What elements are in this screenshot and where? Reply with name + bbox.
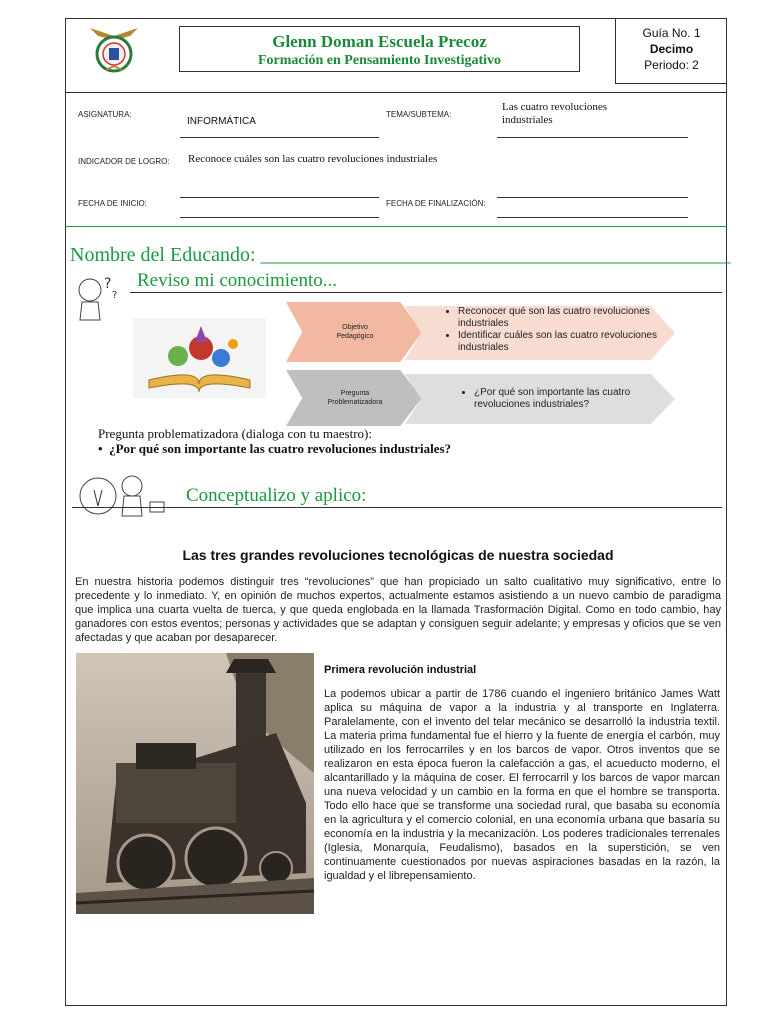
dialog-intro: Pregunta problematizadora (dialoga con tu maestro): bbox=[98, 426, 372, 441]
section1-underline bbox=[130, 292, 722, 293]
dialog-question-text: ¿Por qué son importante las cuatro revoluciones industriales? bbox=[109, 441, 452, 456]
svg-text:?: ? bbox=[112, 290, 118, 301]
end-date-label: FECHA DE FINALIZACIÓN: bbox=[386, 199, 486, 208]
end-underline-top bbox=[497, 197, 688, 198]
end-date-field[interactable] bbox=[497, 217, 688, 218]
student-name-blank: _______________________________________________ bbox=[260, 244, 731, 266]
info-divider bbox=[65, 226, 727, 227]
topic-underline bbox=[497, 137, 688, 138]
article-intro: En nuestra historia podemos distinguir tres “revoluciones” que han propiciado un salto cualitativo muy significativo, entre lo precedente y lo inmediato. Y, en opinión de muchos expertos, actualmente estamos asistiendo a un nuevo cambio de paradigma que implica una cuarta vuelta de tuerca, y que queda englobada en la llamada Trasformación Digital. Como en todo cambio, hay ganadores con estos eventos; personas y actividades que se adaptan y consiguen seguir adelante; y empresas y oficios que se ven afectadas y que acaban por desaparecer. bbox=[75, 576, 721, 644]
start-date-field[interactable] bbox=[180, 217, 379, 218]
start-underline-top bbox=[180, 197, 379, 198]
topic-label: TEMA/SUBTEMA: bbox=[386, 110, 452, 119]
bullet-icon: • bbox=[98, 441, 110, 456]
school-name: Glenn Doman Escuela Precoz bbox=[272, 32, 487, 51]
header-title-box bbox=[179, 26, 580, 72]
school-logo-icon bbox=[86, 22, 142, 74]
article-body: La podemos ubicar a partir de 1786 cuando el ingeniero británico James Watt aplica su máquina de vapor a la industria y al transporte en Inglaterra. Paralelamente, con el invento del telar mecánico se desarrolló la industria textil. La materia prima fundamental fue el hierro y la fuente de energía el carbón, muy utilizado en los ferrocarriles y en los barcos de vapor. Otros inventos que se realizaron en esta época fueron la calefacción a gas, el acueducto moderno, el alcantarillado y la máquina de coser. El ferrocarril y los barcos de vapor marcan una nueva velocidad y un cambio en la forma en que el hombre se transporta. Todo ello hace que se transforme una sociedad rural, que basaba su economía en la agricultura y el comercio colonial, en una economía urbana que basaría su economía en la industria y la mecanización. Los poderes tradicionales terrenales (Iglesia, Monarquía, Feudalismo), basados en la superstición, se ven continuamente cuestionados por nuevas aspiraciones basadas en la razón, la igualdad y el librepensamiento. bbox=[324, 688, 720, 882]
objective-label-line2: Pedagógico bbox=[336, 333, 374, 340]
thinking-child-icon bbox=[70, 272, 128, 324]
topic-value-line1: Las cuatro revoluciones bbox=[502, 101, 608, 113]
question-label-line2: Problematizadora bbox=[327, 399, 383, 406]
student-name-label: Nombre del Educando: bbox=[70, 244, 261, 266]
program-name: Formación en Pensamiento Investigativo bbox=[257, 53, 502, 68]
section2-title: Conceptualizo y aplico: bbox=[186, 485, 367, 506]
guide-info-box bbox=[615, 18, 727, 84]
section-subtitle: Primera revolución industrial bbox=[324, 664, 477, 676]
guide-number: Guía No. 1 bbox=[642, 26, 701, 40]
objective-item: • Identificar cuáles son las cuatro revoluciones industriales bbox=[458, 330, 698, 354]
topic-value bbox=[502, 101, 607, 127]
subject-underline bbox=[180, 137, 379, 138]
question-label bbox=[310, 389, 400, 407]
start-date-label: FECHA DE INICIO: bbox=[78, 199, 147, 208]
subject-value: INFORMÁTICA bbox=[187, 116, 256, 127]
kids-apply-icon bbox=[72, 470, 172, 522]
question-list bbox=[444, 387, 674, 411]
indicator-label: INDICADOR DE LOGRO: bbox=[78, 157, 170, 166]
header-divider bbox=[65, 92, 727, 93]
book-illustration-icon bbox=[133, 318, 266, 398]
student-name-field[interactable] bbox=[70, 244, 731, 267]
subject-label: ASIGNATURA: bbox=[78, 110, 132, 119]
grade: Decimo bbox=[649, 42, 694, 56]
section2-underline bbox=[72, 507, 722, 508]
topic-value-line2: industriales bbox=[502, 114, 553, 126]
article-title: Las tres grandes revoluciones tecnológicas de nuestra sociedad bbox=[182, 547, 614, 563]
question-label-line1: Pregunta bbox=[340, 390, 370, 397]
objective-label bbox=[310, 323, 400, 341]
steam-train-image bbox=[76, 653, 314, 914]
question-item: • ¿Por qué son importante las cuatro revoluciones industriales? bbox=[474, 387, 674, 411]
dialog-question bbox=[98, 441, 451, 457]
period: Periodo: 2 bbox=[644, 58, 699, 72]
objective-item: • Reconocer qué son las cuatro revoluciones industriales bbox=[458, 306, 698, 330]
objective-list bbox=[424, 306, 698, 354]
objective-label-line1: Objetivo bbox=[342, 324, 368, 331]
indicator-value: Reconoce cuáles son las cuatro revoluciones industriales bbox=[188, 153, 438, 165]
section1-title: Reviso mi conocimiento... bbox=[137, 270, 338, 291]
svg-text:?: ? bbox=[104, 276, 112, 292]
